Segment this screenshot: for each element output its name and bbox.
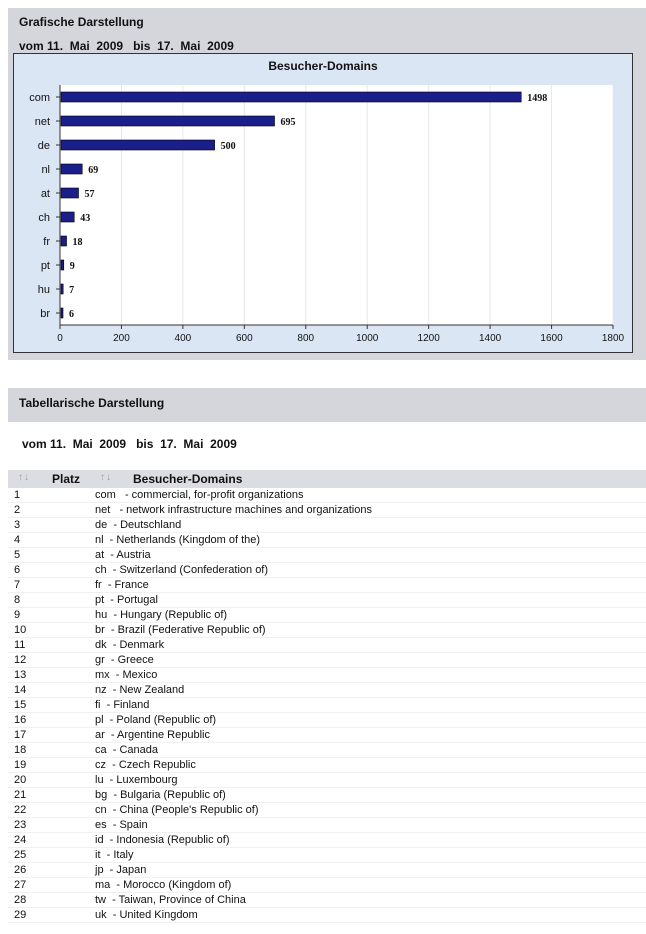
bar-value-label: 9 xyxy=(69,261,75,272)
row-rank: 21 xyxy=(14,789,27,801)
category-label: fr xyxy=(43,236,50,248)
category-label: hu xyxy=(37,284,50,296)
row-domain: it - Italy xyxy=(95,849,134,861)
row-domain: ar - Argentine Republic xyxy=(95,729,210,741)
row-rank: 9 xyxy=(14,609,21,621)
table-row xyxy=(8,878,646,893)
table-row xyxy=(8,863,646,878)
category-label: nl xyxy=(41,164,50,176)
column-header-rank[interactable]: Platz xyxy=(52,472,81,486)
table-row xyxy=(8,668,646,683)
bar xyxy=(61,92,521,102)
bar-value-label: 57 xyxy=(84,189,95,200)
row-domain: id - Indonesia (Republic of) xyxy=(95,834,230,846)
table-row xyxy=(8,533,646,548)
table-row xyxy=(8,653,646,668)
sort-domains-icon[interactable]: ↑↓ xyxy=(100,472,112,483)
row-rank: 29 xyxy=(14,909,27,921)
row-rank: 25 xyxy=(14,849,27,861)
row-rank: 24 xyxy=(14,834,27,846)
bar-chart xyxy=(14,54,632,352)
table-row xyxy=(8,698,646,713)
row-domain: tw - Taiwan, Province of China xyxy=(95,894,246,906)
category-label: ch xyxy=(38,212,50,224)
row-domain: es - Spain xyxy=(95,819,148,831)
row-domain: jp - Japan xyxy=(95,864,147,876)
category-label: at xyxy=(40,188,50,200)
table-row xyxy=(8,488,646,503)
bar xyxy=(61,284,63,294)
table-row xyxy=(8,758,646,773)
row-domain: hu - Hungary (Republic of) xyxy=(95,609,228,621)
bar xyxy=(61,188,79,198)
row-rank: 23 xyxy=(14,819,27,831)
table-section-title: Tabellarische Darstellung xyxy=(19,396,165,410)
bar xyxy=(61,260,64,270)
row-rank: 18 xyxy=(14,744,27,756)
row-domain: fr - France xyxy=(95,579,149,591)
row-domain: de - Deutschland xyxy=(95,519,182,531)
bar-value-label: 6 xyxy=(69,309,74,320)
row-domain: ma - Morocco (Kingdom of) xyxy=(95,879,232,891)
row-domain: fi - Finland xyxy=(95,699,150,711)
row-rank: 6 xyxy=(14,564,21,576)
row-rank: 5 xyxy=(14,549,21,561)
chart-frame xyxy=(13,53,633,353)
table-row xyxy=(8,773,646,788)
table-row xyxy=(8,683,646,698)
bar-value-label: 1498 xyxy=(527,93,548,104)
row-domain: pl - Poland (Republic of) xyxy=(95,714,217,726)
category-label: pt xyxy=(40,260,50,272)
table-row xyxy=(8,743,646,758)
bar xyxy=(61,140,215,150)
row-domain: com - commercial, for-profit organizations xyxy=(95,489,304,501)
table-row xyxy=(8,893,646,908)
row-rank: 4 xyxy=(14,534,21,546)
row-domain: cn - China (People's Republic of) xyxy=(95,804,259,816)
table-row xyxy=(8,623,646,638)
row-rank: 19 xyxy=(14,759,27,771)
row-rank: 2 xyxy=(14,504,21,516)
row-domain: br - Brazil (Federative Republic of) xyxy=(95,624,266,636)
row-rank: 3 xyxy=(14,519,21,531)
row-rank: 26 xyxy=(14,864,27,876)
row-rank: 27 xyxy=(14,879,27,891)
row-domain: lu - Luxembourg xyxy=(95,774,178,786)
table-row xyxy=(8,818,646,833)
row-rank: 10 xyxy=(14,624,27,636)
row-domain: at - Austria xyxy=(95,549,151,561)
row-domain: nl - Netherlands (Kingdom of the) xyxy=(95,534,261,546)
row-domain: dk - Denmark xyxy=(95,639,165,651)
x-tick-label: 600 xyxy=(235,333,253,344)
category-label: de xyxy=(37,140,50,152)
bar xyxy=(61,236,67,246)
row-rank: 15 xyxy=(14,699,27,711)
table-section-header xyxy=(8,388,646,422)
table-row xyxy=(8,908,646,923)
row-rank: 7 xyxy=(14,579,21,591)
x-tick-label: 1400 xyxy=(478,333,502,344)
table-row xyxy=(8,713,646,728)
table-row xyxy=(8,608,646,623)
category-label: net xyxy=(34,116,50,128)
graph-section-header xyxy=(8,8,646,42)
table-row xyxy=(8,593,646,608)
x-tick-label: 400 xyxy=(174,333,192,344)
x-tick-label: 200 xyxy=(113,333,130,344)
row-rank: 20 xyxy=(14,774,27,786)
row-domain: ch - Switzerland (Confederation of) xyxy=(95,564,269,576)
row-rank: 12 xyxy=(14,654,27,666)
sort-rank-icon[interactable]: ↑↓ xyxy=(18,472,30,483)
category-label: com xyxy=(29,92,50,104)
table-row xyxy=(8,578,646,593)
bar-value-label: 69 xyxy=(88,165,99,176)
row-domain: ca - Canada xyxy=(95,744,158,756)
bar-value-label: 500 xyxy=(220,141,236,152)
row-domain: bg - Bulgaria (Republic of) xyxy=(95,789,226,801)
table-row xyxy=(8,833,646,848)
row-rank: 1 xyxy=(14,489,21,501)
bar xyxy=(61,164,82,174)
bar-value-label: 695 xyxy=(280,117,296,128)
row-rank: 13 xyxy=(14,669,27,681)
bar-value-label: 18 xyxy=(72,237,83,248)
row-domain: gr - Greece xyxy=(95,654,154,666)
table-row xyxy=(8,788,646,803)
row-domain: uk - United Kingdom xyxy=(95,909,198,921)
row-rank: 11 xyxy=(14,639,26,651)
table-header xyxy=(8,470,646,488)
row-rank: 28 xyxy=(14,894,27,906)
row-divider xyxy=(8,922,646,923)
row-domain: mx - Mexico xyxy=(95,669,158,681)
bar xyxy=(61,308,63,318)
x-tick-label: 0 xyxy=(57,333,63,344)
bar-value-label: 43 xyxy=(80,213,91,224)
x-tick-label: 1600 xyxy=(540,333,563,344)
bar xyxy=(61,212,74,222)
row-rank: 17 xyxy=(14,729,27,741)
graph-date-range: vom 11. Mai 2009 bis 17. Mai 2009 xyxy=(19,39,234,53)
x-tick-label: 800 xyxy=(297,333,315,344)
table-row xyxy=(8,518,646,533)
row-rank: 22 xyxy=(14,804,27,816)
table-row xyxy=(8,563,646,578)
row-domain: net - network infrastructure machines and organizations xyxy=(95,504,372,516)
table-row xyxy=(8,503,646,518)
category-label: br xyxy=(40,308,50,320)
row-rank: 8 xyxy=(14,594,21,606)
x-tick-label: 1200 xyxy=(417,333,440,344)
row-rank: 16 xyxy=(14,714,27,726)
bar-value-label: 7 xyxy=(69,285,75,296)
bar xyxy=(61,116,275,126)
row-domain: nz - New Zealand xyxy=(95,684,185,696)
row-domain: pt - Portugal xyxy=(95,594,158,606)
x-tick-label: 1000 xyxy=(356,333,379,344)
row-domain: cz - Czech Republic xyxy=(95,759,196,771)
chart-title: Besucher-Domains xyxy=(268,59,378,73)
row-rank: 14 xyxy=(14,684,27,696)
table-date-range: vom 11. Mai 2009 bis 17. Mai 2009 xyxy=(22,437,237,451)
table-row xyxy=(8,638,646,653)
table-row xyxy=(8,728,646,743)
x-tick-label: 1800 xyxy=(601,333,625,344)
table-row xyxy=(8,803,646,818)
graph-section-title: Grafische Darstellung xyxy=(19,15,144,29)
column-header-domains[interactable]: Besucher-Domains xyxy=(133,472,243,486)
table-row xyxy=(8,848,646,863)
table-row xyxy=(8,548,646,563)
